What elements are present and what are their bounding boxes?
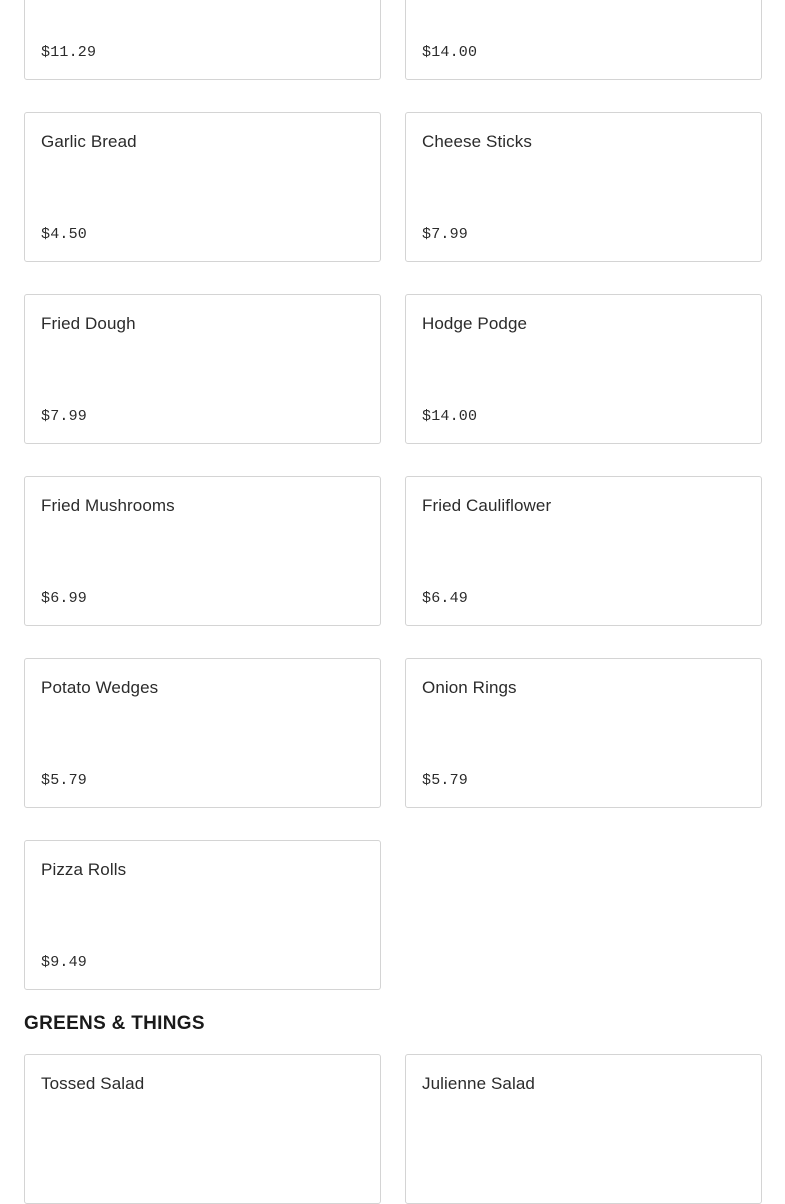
menu-item-price: $6.99 — [41, 590, 88, 607]
menu-item-card[interactable] — [24, 658, 381, 808]
menu-item-price: $14.00 — [422, 408, 478, 425]
menu-item-price: $7.99 — [41, 408, 88, 425]
menu-item-name: Garlic Bread — [41, 132, 137, 151]
menu-item-name: Potato Wedges — [41, 678, 159, 697]
menu-item-card[interactable] — [24, 840, 381, 990]
menu-item-price: $9.49 — [41, 954, 88, 971]
menu-item-card[interactable] — [405, 294, 762, 444]
menu-item-card[interactable] — [405, 1054, 762, 1204]
menu-item-card[interactable] — [24, 294, 381, 444]
menu-item-price: $7.99 — [422, 226, 469, 243]
menu-item-name: Tossed Salad — [41, 1074, 145, 1093]
section-heading: GREENS & THINGS — [24, 1013, 205, 1034]
menu-item-card[interactable] — [24, 0, 381, 80]
menu-item-name: Fried Cauliflower — [422, 496, 552, 515]
menu-item-price: $6.49 — [422, 590, 469, 607]
menu-item-card[interactable] — [405, 476, 762, 626]
menu-item-card[interactable] — [24, 476, 381, 626]
menu-item-name: Hodge Podge — [422, 314, 528, 333]
menu-item-card[interactable] — [24, 112, 381, 262]
menu-item-name: Onion Rings — [422, 678, 517, 697]
menu-item-price: $5.79 — [422, 772, 469, 789]
menu-item-card[interactable] — [24, 1054, 381, 1204]
menu-item-card[interactable] — [405, 112, 762, 262]
menu-item-price: $14.00 — [422, 44, 478, 61]
menu-item-name: Cheese Sticks — [422, 132, 532, 151]
menu-item-name: Pizza Rolls — [41, 860, 127, 879]
menu-item-name: Julienne Salad — [422, 1074, 535, 1093]
menu-item-card[interactable] — [405, 658, 762, 808]
menu-item-name: Fried Mushrooms — [41, 496, 175, 515]
menu-item-price: $5.79 — [41, 772, 88, 789]
menu-item-name: Fried Dough — [41, 314, 136, 333]
menu-item-price: $4.50 — [41, 226, 88, 243]
menu-item-card[interactable] — [405, 0, 762, 80]
menu-item-price: $11.29 — [41, 44, 97, 61]
